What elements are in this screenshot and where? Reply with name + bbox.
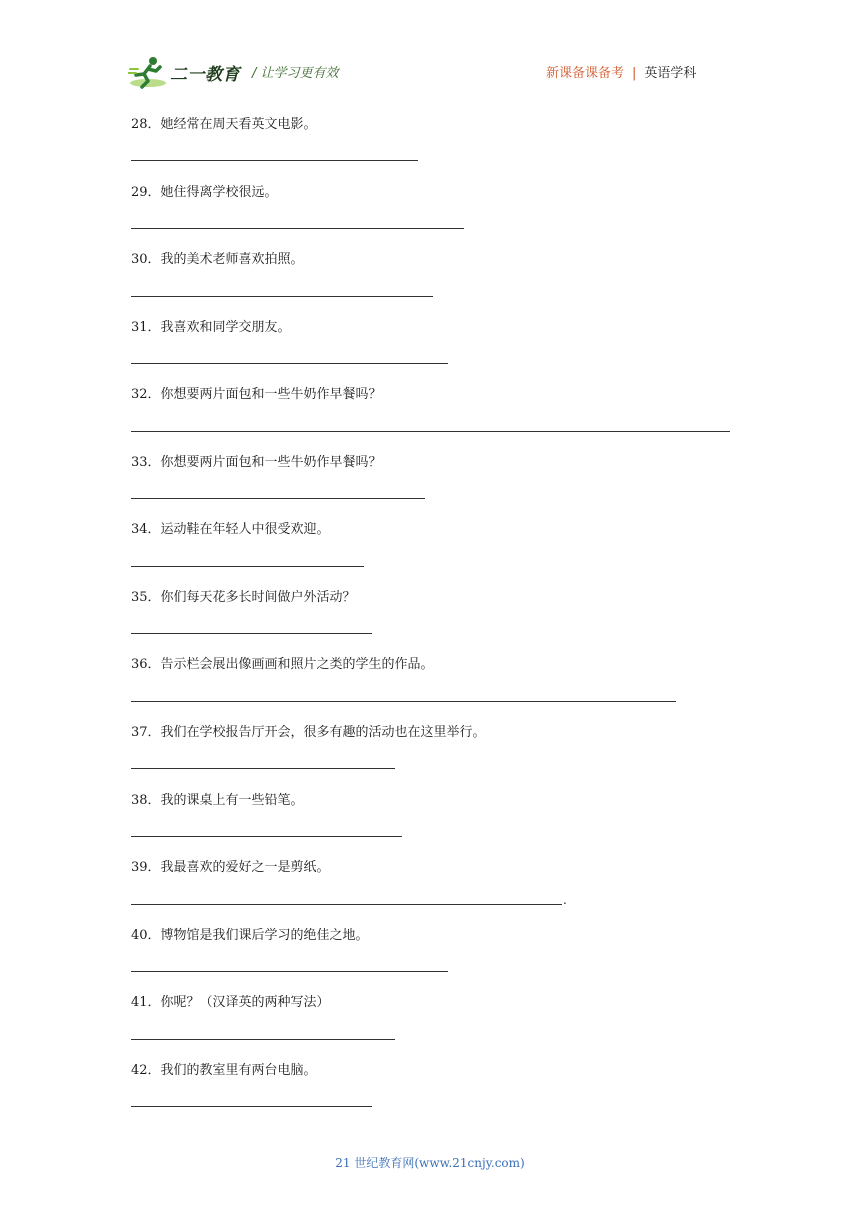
question-30: 30．我的美术老师喜欢拍照。 — [131, 252, 304, 267]
answer-line-37[interactable] — [131, 768, 395, 769]
question-29: 29．她住得离学校很远。 — [131, 185, 278, 200]
answer-line-41[interactable] — [131, 1039, 395, 1040]
header-separator: | — [632, 66, 637, 81]
answer-line-40[interactable] — [131, 971, 448, 972]
question-31: 31．我喜欢和同学交朋友。 — [131, 320, 291, 335]
question-36: 36．告示栏会展出像画画和照片之类的学生的作品。 — [131, 657, 434, 672]
header-subject-info — [546, 62, 696, 81]
answer-line-38[interactable] — [131, 836, 402, 837]
runner-logo-icon — [128, 55, 168, 89]
answer-line-33[interactable] — [131, 498, 425, 499]
answer-line-39-period: . — [563, 893, 567, 907]
brand-slogan: / 让学习更有效 — [252, 66, 339, 81]
subject-tag: 英语学科 — [644, 66, 697, 81]
answer-line-29[interactable] — [131, 228, 464, 229]
page-footer: 21 世纪教育网(www.21cnjy.com) — [335, 1156, 525, 1170]
question-32: 32．你想要两片面包和一些牛奶作早餐吗？ — [131, 387, 382, 402]
page-header — [0, 0, 860, 100]
question-28: 28．她经常在周天看英文电影。 — [131, 117, 317, 132]
question-41: 41．你呢？（汉译英的两种写法） — [131, 995, 330, 1010]
answer-line-31[interactable] — [131, 363, 448, 364]
answer-line-32[interactable] — [131, 431, 730, 432]
answer-line-42[interactable] — [131, 1106, 372, 1107]
question-39: 39．我最喜欢的爱好之一是剪纸。 — [131, 860, 330, 875]
answer-line-39[interactable] — [131, 904, 562, 905]
question-40: 40．博物馆是我们课后学习的绝佳之地。 — [131, 928, 369, 943]
question-42: 42．我们的教室里有两台电脑。 — [131, 1063, 317, 1078]
question-38: 38．我的课桌上有一些铅笔。 — [131, 793, 304, 808]
question-33: 33．你想要两片面包和一些牛奶作早餐吗？ — [131, 455, 382, 470]
answer-line-35[interactable] — [131, 633, 372, 634]
course-tag: 新课备课备考 — [546, 66, 625, 81]
answer-line-34[interactable] — [131, 566, 364, 567]
answer-line-36[interactable] — [131, 701, 676, 702]
brand-name: 二一教育 — [170, 65, 240, 85]
answer-line-30[interactable] — [131, 296, 433, 297]
answer-line-28[interactable] — [131, 160, 418, 161]
question-35: 35．你们每天花多长时间做户外活动？ — [131, 590, 356, 605]
question-34: 34．运动鞋在年轻人中很受欢迎。 — [131, 522, 330, 537]
question-37: 37．我们在学校报告厅开会，很多有趣的活动也在这里举行。 — [131, 725, 486, 740]
